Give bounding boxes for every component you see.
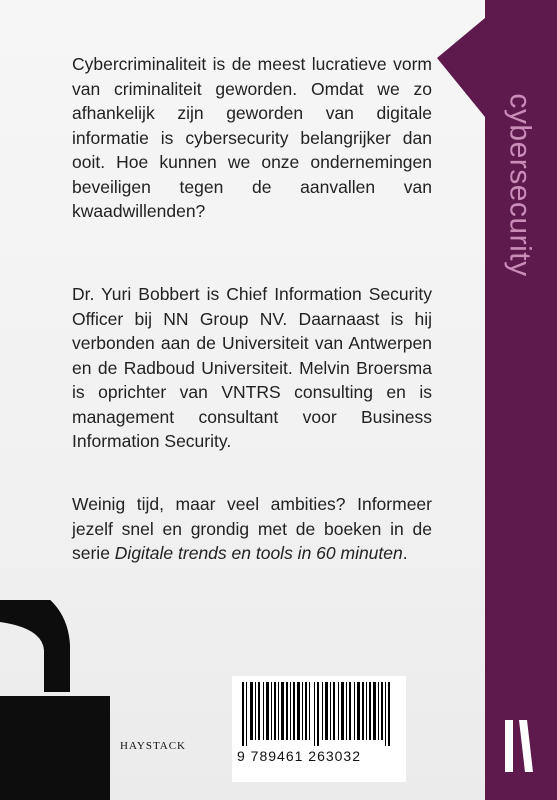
- series-paragraph: Weinig tijd, maar veel ambities? Informeer jezelf snel en grondig met de boeken in de serie Digitale trends en tools in 60 minuten.: [72, 494, 432, 563]
- series-title: Digitale trends en tools in 60 minuten: [114, 543, 403, 563]
- barcode-bars: [242, 682, 396, 746]
- pencil-icon: [499, 716, 543, 776]
- padlock-icon: [0, 600, 110, 800]
- description-paragraph: Cybercriminaliteit is de meest lucratieve vorm van criminaliteit geworden. Omdat we zo afhankelijk zijn geworden van digitale informatie is cybersecurity belangrijker dan ooit. Hoe kunnen we onze ondernemingen beveiligen tegen de aanvallen van kwaadwillenden?: [72, 54, 432, 221]
- barcode: [232, 676, 406, 782]
- isbn-number: 9 789461 263032: [237, 748, 361, 764]
- spine-title: cybersecurity: [504, 93, 537, 277]
- publisher-logo: HAYSTACK: [120, 740, 187, 752]
- author-bio-paragraph: Dr. Yuri Bobbert is Chief Information Security Officer bij NN Group NV. Daarnaast is hij verbonden aan de Universiteit van Antwerpen en de Radboud Universiteit. Melvin Broersma is oprichter van VNTRS consulting en is management consultant voor Business Information Security.: [72, 284, 432, 451]
